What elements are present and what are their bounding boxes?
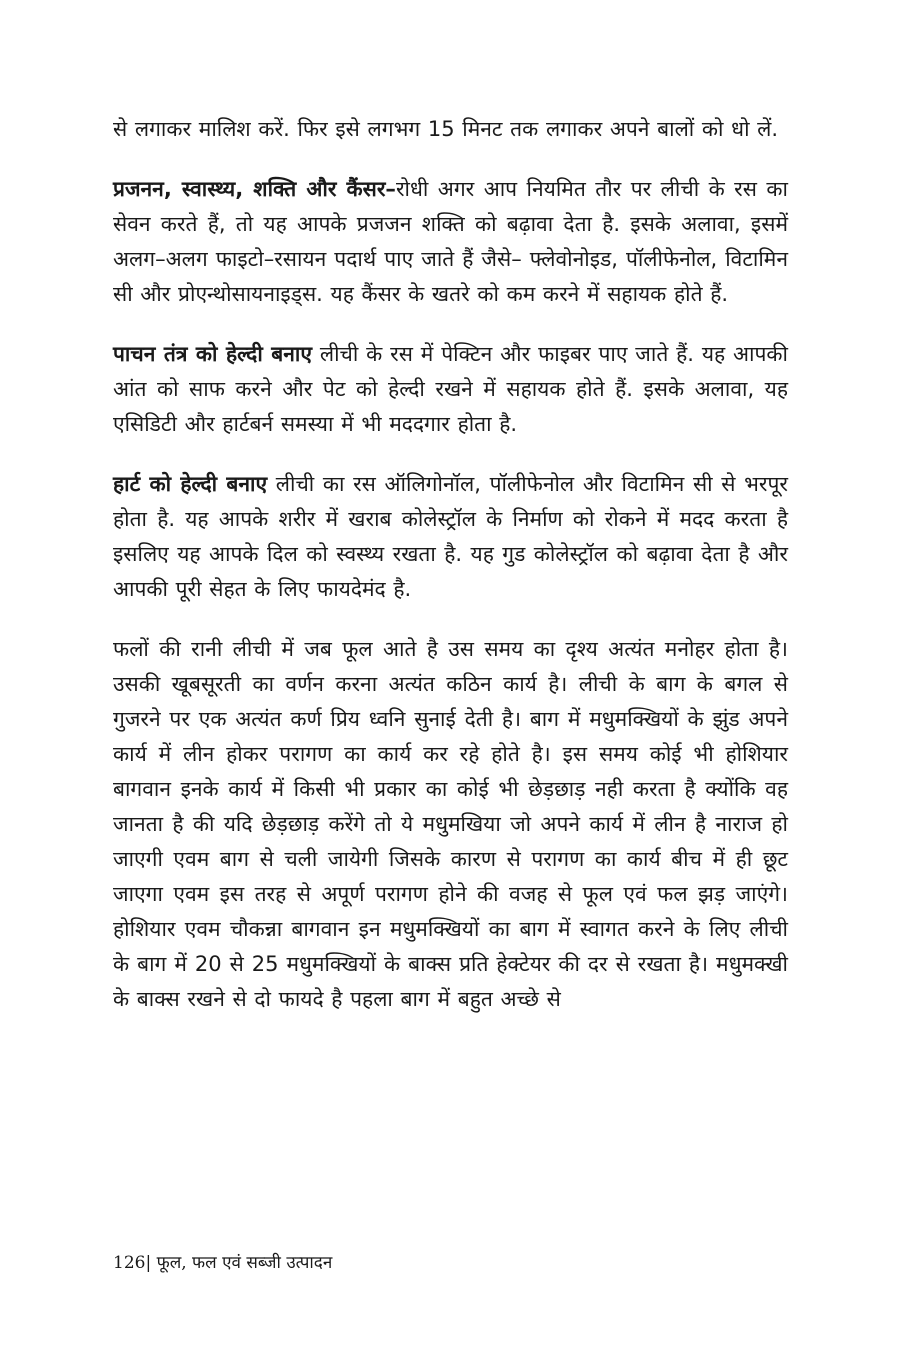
paragraph-text: रोधी अगर आप नियमित तौर पर लीची के रस का सेवन करते हैं, तो यह आपके प्रजजन शक्ति को बढ़ावा देता है. इसके अलावा, इसमें अलग–अलग फाइटो–रसायन पदार्थ पाए जाते हैं जैसे– फ्लेवोनोइड, पॉलीफेनोल, विटामिन सी और प्रोएन्थोसायनाइड्स. यह कैंसर के खतरे को कम करने में सहायक होते हैं. <box>113 177 788 306</box>
paragraph-heading: हार्ट को हेल्दी बनाए <box>113 472 268 496</box>
paragraph-litchi-pollination <box>113 632 788 1017</box>
page-footer <box>113 1250 332 1273</box>
paragraph-text: से लगाकर मालिश करें. फिर इसे लगभग 15 मिनट तक लगाकर अपने बालों को धो लें. <box>113 117 779 141</box>
paragraph-heading: पाचन तंत्र को हेल्दी बनाए <box>113 342 312 366</box>
page-body <box>113 112 788 1042</box>
paragraph-text: लीची का रस ऑलिगोनॉल, पॉलीफेनोल और विटामिन सी से भरपूर होता है. यह आपके शरीर में खराब कोलेस्ट्रॉल के निर्माण को रोकने में मदद करता है इसलिए यह आपके दिल को स्वस्थ्य रखता है. यह गुड कोलेस्ट्रॉल को बढ़ावा देता है और आपकी पूरी सेहत के लिए फायदेमंद है. <box>113 472 788 601</box>
paragraph-hair-massage <box>113 112 788 147</box>
paragraph-heart <box>113 467 788 607</box>
book-title: फूल, फल एवं सब्जी उत्पादन <box>151 1253 333 1273</box>
paragraph-text: लीची के रस में पेक्टिन और फाइबर पाए जाते हैं. यह आपकी आंत को साफ करने और पेट को हेल्दी रखने में सहायक होते हैं. इसके अलावा, यह एसिडिटी और हार्टबर्न समस्या में भी मददगार होता है. <box>113 342 788 436</box>
paragraph-fertility-cancer <box>113 172 788 312</box>
page-number: 126 <box>113 1253 146 1273</box>
paragraph-heading: प्रजनन, स्वास्थ्य, शक्ति और कैंसर– <box>113 177 396 201</box>
paragraph-digestion <box>113 337 788 442</box>
footer-separator: | <box>145 1253 152 1273</box>
paragraph-text: फलों की रानी लीची में जब फूल आते है उस समय का दृश्य अत्यंत मनोहर होता है। उसकी खूबसूरती का वर्णन करना अत्यंत कठिन कार्य है। लीची के बाग के बगल से गुजरने पर एक अत्यंत कर्ण प्रिय ध्वनि सुनाई देती है। बाग में मधुमक्खियों के झुंड अपने कार्य में लीन होकर परागण का कार्य कर रहे होते है। इस समय कोई भी होशियार बागवान इनके कार्य में किसी भी प्रकार का कोई भी छेड़छाड़ नही करता है क्योंकि वह जानता है की यदि छेड़छाड़ करेंगे तो ये मधुमखिया जो अपने कार्य में लीन है नाराज हो जाएगी एवम बाग से चली जायेगी जिसके कारण से परागण का कार्य बीच में ही छूट जाएगा एवम इस तरह से अपूर्ण परागण होने की वजह से फूल एवं फल झड़ जाएंगे। होशियार एवम चौकन्ना बागवान इन मधुमक्खियों का बाग में स्वागत करने के लिए लीची के बाग में 20 से 25 मधुमक्खियों के बाक्स प्रति हेक्टेयर की दर से रखता है। मधुमक्खी के बाक्स रखने से दो फायदे है पहला बाग में बहुत अच्छे से <box>113 637 788 1011</box>
